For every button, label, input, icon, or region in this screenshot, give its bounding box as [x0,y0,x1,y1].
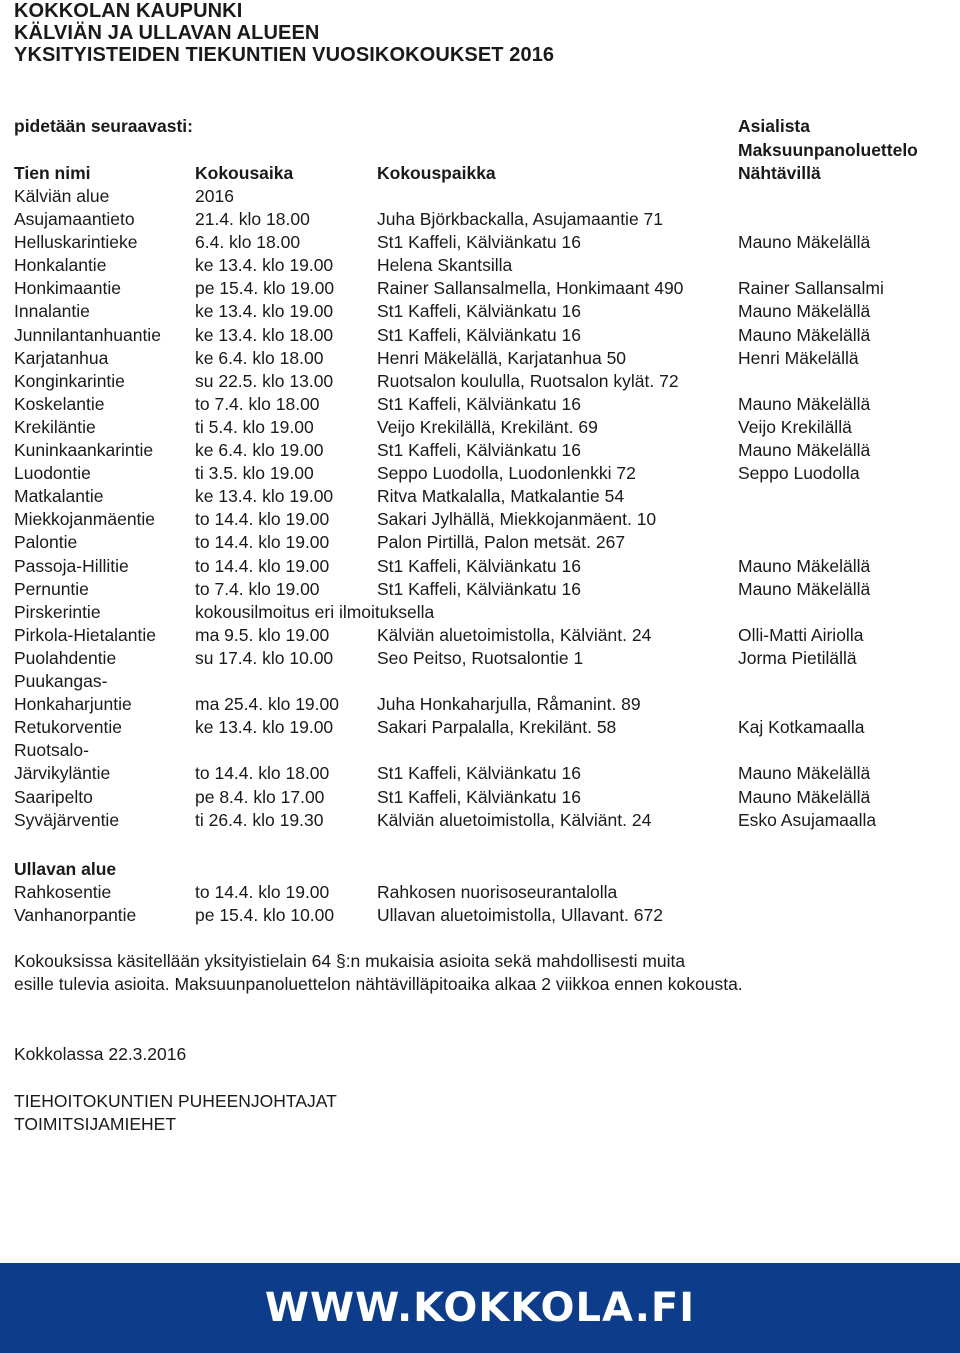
road-name: Matkalantie [14,486,104,507]
meeting-time: ke 13.4. klo 19.00 [195,301,334,322]
meeting-place: Sakari Jylhällä, Miekkojanmäent. 10 [377,509,657,530]
road-name: Asujamaantieto [14,209,135,229]
road-name: Vanhanorpantie [14,905,137,925]
footer-date: Kokkolassa 22.3.2016 [14,1044,187,1064]
meeting-time: to 14.4. klo 19.00 [195,532,330,553]
meeting-time: to 14.4. klo 19.00 [195,882,330,902]
meeting-place: Helena Skantsilla [377,255,513,276]
billing-list-label: Maksuunpanoluettelo [738,140,918,160]
viewing-person: Mauno Mäkelällä [738,301,871,322]
viewing-person: Olli-Matti Airiolla [738,624,864,645]
col-header-view: Nähtävillä [738,163,821,183]
viewing-person: Mauno Mäkelällä [738,763,871,784]
website-url[interactable]: WWW.KOKKOLA.FI [264,1285,696,1331]
meeting-place: St1 Kaffeli, Kälviänkatu 16 [377,786,581,807]
viewing-person: Seppo Luodolla [738,463,860,484]
meeting-place: Kälviän aluetoimistolla, Kälviänt. 24 [377,809,652,830]
meeting-time: ke 6.4. klo 18.00 [195,347,324,368]
footer-paragraph-line-2: esille tulevia asioita. Maksuunpanoluettelon nähtävilläpitoaika alkaa 2 viikkoa ennen kokousta. [14,974,743,994]
road-name: Passoja-Hillitie [14,555,129,576]
viewing-person: Mauno Mäkelällä [738,578,871,599]
road-name: Junnilantanhuantie [14,324,161,345]
road-name: Rahkosentie [14,882,112,902]
road-name: Miekkojanmäentie [14,509,156,530]
meeting-time: to 7.4. klo 18.00 [195,393,320,414]
meeting-place: St1 Kaffeli, Kälviänkatu 16 [377,301,581,322]
meeting-time: to 7.4. klo 19.00 [195,578,320,599]
meeting-time: ke 13.4. klo 19.00 [195,255,334,276]
road-name: Puolahdentie [14,647,117,668]
viewing-person: Mauno Mäkelällä [738,786,871,807]
road-name: Helluskarintieke [14,232,138,253]
header-area: KÄLVIÄN JA ULLAVAN ALUEEN [14,22,320,44]
road-name: Puukangas- [14,671,108,691]
viewing-person: Kaj Kotkamaalla [738,717,865,738]
meeting-place: St1 Kaffeli, Kälviänkatu 16 [377,763,581,784]
viewing-person: Veijo Krekilällä [738,416,852,437]
meeting-time: ke 13.4. klo 19.00 [195,717,334,738]
meeting-time: su 22.5. klo 13.00 [195,370,334,391]
meeting-place: Ruotsalon koululla, Ruotsalon kylät. 72 [377,370,679,391]
agenda-label: Asialista [738,116,810,136]
road-name: Pirkola-Hietalantie [14,624,157,645]
road-name: Konginkarintie [14,370,125,391]
header-title: YKSITYISTEIDEN TIEKUNTIEN VUOSIKOKOUKSET 2016 [14,44,555,66]
meeting-place: Seo Peitso, Ruotsalontie 1 [377,647,584,668]
col-header-place: Kokouspaikka [377,163,496,183]
road-name: Pirskerintie [14,601,101,622]
meeting-place: Rahkosen nuorisoseurantalolla [377,882,618,902]
road-name: Honkalantie [14,255,107,276]
meeting-time: ma 25.4. klo 19.00 [195,694,339,715]
meeting-place: Veijo Krekilällä, Krekilänt. 69 [377,416,598,437]
footer-paragraph-line-1: Kokouksissa käsitellään yksityistielain 64 §:n mukaisia asioita sekä mahdollisesti muita [14,951,686,971]
meeting-time: su 17.4. klo 10.00 [195,647,334,668]
meeting-place: Juha Honkaharjulla, Råmanint. 89 [377,694,641,715]
meeting-place: Henri Mäkelällä, Karjatanhua 50 [377,347,627,368]
road-name: Koskelantie [14,393,105,414]
meeting-time: pe 8.4. klo 17.00 [195,786,325,807]
meeting-time: pe 15.4. klo 10.00 [195,905,335,925]
road-name: Saaripelto [14,786,93,807]
ullava-label: Ullavan alue [14,859,117,879]
meeting-time: to 14.4. klo 19.00 [195,555,330,576]
document-header [14,0,554,66]
meeting-place: Seppo Luodolla, Luodonlenkki 72 [377,463,636,484]
intro-text: pidetään seuraavasti: [14,116,193,136]
meeting-place: Sakari Parpalalla, Krekilänt. 58 [377,717,617,738]
meeting-time: to 14.4. klo 18.00 [195,763,330,784]
viewing-person: Jorma Pietilällä [738,647,857,668]
meeting-time: kokousilmoitus eri ilmoituksella [195,601,435,622]
road-name: Luodontie [14,463,91,484]
viewing-person: Henri Mäkelällä [738,347,859,368]
road-name: Karjatanhua [14,347,109,368]
meeting-time: ke 13.4. klo 19.00 [195,486,334,507]
viewing-person: Rainer Sallansalmi [738,278,884,299]
meeting-time: to 14.4. klo 19.00 [195,509,330,530]
road-name: Kuninkaankarintie [14,440,154,460]
meeting-time: ke 6.4. klo 19.00 [195,440,324,460]
meeting-place: Palon Pirtillä, Palon metsät. 267 [377,532,626,553]
meeting-time: 21.4. klo 18.00 [195,209,310,229]
header-city: KOKKOLAN KAUPUNKI [14,0,243,22]
road-name: Pernuntie [14,578,89,599]
meeting-time: ti 26.4. klo 19.30 [195,809,324,830]
kalvia-label: Kälviän alue [14,186,110,206]
meeting-place: Juha Björkbackalla, Asujamaantie 71 [377,209,664,229]
meeting-place: Rainer Sallansalmella, Honkimaant 490 [377,278,684,299]
road-name: Syväjärventie [14,809,120,830]
road-name: Honkaharjuntie [14,694,132,715]
col-header-name: Tien nimi [14,163,91,183]
meeting-place: Ullavan aluetoimistolla, Ullavant. 672 [377,905,663,925]
meeting-time: ma 9.5. klo 19.00 [195,624,330,645]
viewing-person: Mauno Mäkelällä [738,232,871,253]
meeting-place: St1 Kaffeli, Kälviänkatu 16 [377,232,581,253]
meeting-place: Kälviän aluetoimistolla, Kälviänt. 24 [377,624,652,645]
viewing-person: Mauno Mäkelällä [738,440,871,460]
viewing-person: Mauno Mäkelällä [738,324,871,345]
viewing-person: Mauno Mäkelällä [738,555,871,576]
kalvia-year: 2016 [195,186,234,206]
meeting-time: pe 15.4. klo 19.00 [195,278,335,299]
road-name: Palontie [14,532,78,553]
road-name: Järvikyläntie [14,763,111,784]
road-name: Ruotsalo- [14,740,89,761]
meeting-time: ti 3.5. klo 19.00 [195,463,314,484]
road-name: Retukorventie [14,717,122,738]
road-name: Krekiläntie [14,416,96,437]
meeting-time: ke 13.4. klo 18.00 [195,324,334,345]
meeting-place: St1 Kaffeli, Kälviänkatu 16 [377,440,581,460]
viewing-person: Mauno Mäkelällä [738,393,871,414]
viewing-person: Esko Asujamaalla [738,809,877,830]
road-name: Honkimaantie [14,278,121,299]
meeting-time: 6.4. klo 18.00 [195,232,301,253]
col-header-time: Kokousaika [195,163,294,183]
meeting-time: ti 5.4. klo 19.00 [195,416,314,437]
meeting-place: St1 Kaffeli, Kälviänkatu 16 [377,578,581,599]
footer-signature-2: TOIMITSIJAMIEHET [14,1114,177,1134]
meeting-place: St1 Kaffeli, Kälviänkatu 16 [377,555,581,576]
road-name: Innalantie [14,301,90,322]
website-banner [0,1263,960,1353]
meeting-place: St1 Kaffeli, Kälviänkatu 16 [377,324,581,345]
footer-signature-1: TIEHOITOKUNTIEN PUHEENJOHTAJAT [14,1091,337,1111]
meeting-place: St1 Kaffeli, Kälviänkatu 16 [377,393,581,414]
meeting-place: Ritva Matkalalla, Matkalantie 54 [377,486,625,507]
